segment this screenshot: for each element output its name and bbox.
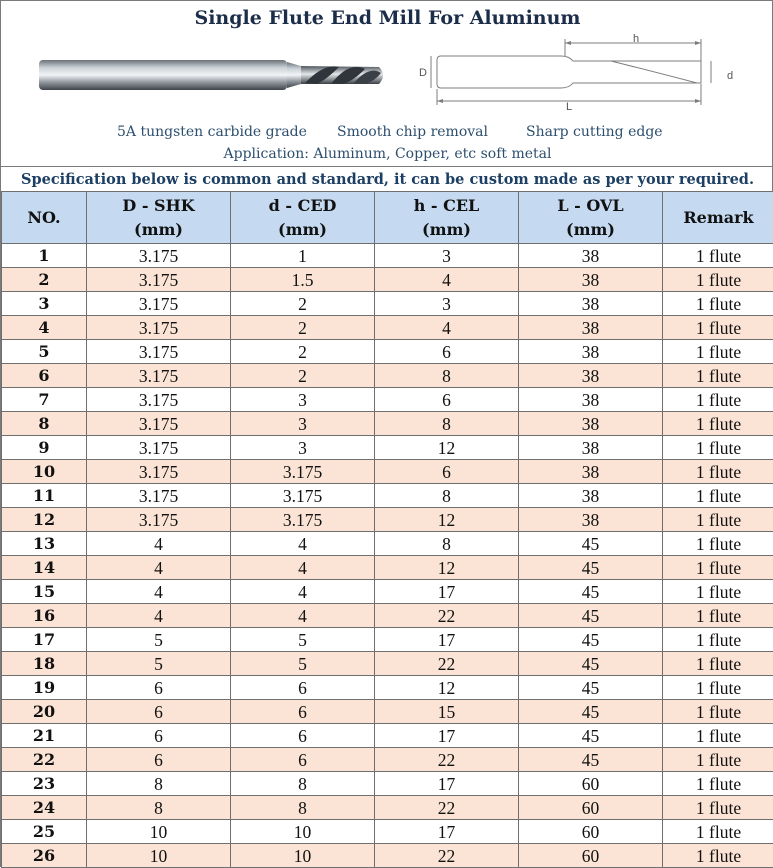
cutting-diameter-cell: 10 <box>231 820 375 844</box>
cutting-diameter-cell: 10 <box>231 844 375 868</box>
row-number: 17 <box>2 628 87 652</box>
cutting-length-cell: 12 <box>375 676 519 700</box>
end-mill-photo <box>39 57 399 93</box>
table-row <box>2 388 773 412</box>
table-row <box>2 724 773 748</box>
row-number: 26 <box>2 844 87 868</box>
spec-table <box>1 191 773 868</box>
table-row <box>2 628 773 652</box>
cutting-length-cell: 17 <box>375 580 519 604</box>
cutting-diameter-cell: 2 <box>231 340 375 364</box>
row-number: 9 <box>2 436 87 460</box>
remark-cell: 1 flute <box>663 724 773 748</box>
table-row <box>2 580 773 604</box>
table-row <box>2 604 773 628</box>
shank-diameter-cell: 6 <box>87 700 231 724</box>
table-row <box>2 316 773 340</box>
cutting-diameter-cell: 6 <box>231 748 375 772</box>
application-text: Application: Aluminum, Copper, etc soft metal <box>1 146 773 162</box>
overall-length-cell: 45 <box>519 628 663 652</box>
overall-length-cell: 38 <box>519 268 663 292</box>
table-row <box>2 292 773 316</box>
cutting-length-cell: 6 <box>375 340 519 364</box>
cutting-diameter-cell: 3.175 <box>231 460 375 484</box>
remark-cell: 1 flute <box>663 820 773 844</box>
table-row <box>2 436 773 460</box>
shank-diameter-cell: 3.175 <box>87 364 231 388</box>
drawing-label-overall-length: L <box>566 101 572 111</box>
overall-length-cell: 38 <box>519 244 663 268</box>
row-number: 19 <box>2 676 87 700</box>
column-header-no: NO. <box>2 192 87 244</box>
page-title: Single Flute End Mill For Aluminum <box>1 7 773 29</box>
cutting-length-cell: 3 <box>375 244 519 268</box>
cutting-diameter-cell: 2 <box>231 292 375 316</box>
overall-length-cell: 38 <box>519 292 663 316</box>
shank-diameter-cell: 4 <box>87 532 231 556</box>
shank-diameter-cell: 3.175 <box>87 412 231 436</box>
overall-length-cell: 45 <box>519 748 663 772</box>
column-header-overall-length: L - OVL (mm) <box>519 192 663 244</box>
cutting-diameter-cell: 6 <box>231 700 375 724</box>
cutting-length-cell: 17 <box>375 772 519 796</box>
cutting-diameter-cell: 1 <box>231 244 375 268</box>
table-row <box>2 652 773 676</box>
shank-diameter-cell: 3.175 <box>87 244 231 268</box>
remark-cell: 1 flute <box>663 748 773 772</box>
remark-cell: 1 flute <box>663 628 773 652</box>
table-row <box>2 556 773 580</box>
shank-diameter-cell: 6 <box>87 724 231 748</box>
cutting-length-cell: 8 <box>375 484 519 508</box>
row-number: 23 <box>2 772 87 796</box>
shank-diameter-cell: 3.175 <box>87 436 231 460</box>
shank-diameter-cell: 6 <box>87 748 231 772</box>
shank-diameter-cell: 4 <box>87 580 231 604</box>
overall-length-cell: 45 <box>519 724 663 748</box>
shank-diameter-cell: 5 <box>87 628 231 652</box>
table-row <box>2 676 773 700</box>
overall-length-cell: 60 <box>519 820 663 844</box>
row-number: 14 <box>2 556 87 580</box>
end-mill-dimension-drawing <box>411 31 751 111</box>
cutting-length-cell: 6 <box>375 460 519 484</box>
drawing-label-shank-diameter: D <box>419 67 427 79</box>
cutting-diameter-cell: 5 <box>231 652 375 676</box>
row-number: 21 <box>2 724 87 748</box>
overall-length-cell: 38 <box>519 388 663 412</box>
remark-cell: 1 flute <box>663 652 773 676</box>
cutting-length-cell: 4 <box>375 268 519 292</box>
row-number: 6 <box>2 364 87 388</box>
shank-diameter-cell: 3.175 <box>87 268 231 292</box>
remark-cell: 1 flute <box>663 244 773 268</box>
cutting-length-cell: 22 <box>375 604 519 628</box>
cutting-length-cell: 4 <box>375 316 519 340</box>
shank-diameter-cell: 10 <box>87 820 231 844</box>
row-number: 16 <box>2 604 87 628</box>
overall-length-cell: 38 <box>519 364 663 388</box>
row-number: 25 <box>2 820 87 844</box>
overall-length-cell: 38 <box>519 340 663 364</box>
remark-cell: 1 flute <box>663 508 773 532</box>
remark-cell: 1 flute <box>663 460 773 484</box>
shank-diameter-cell: 4 <box>87 556 231 580</box>
shank-diameter-cell: 3.175 <box>87 388 231 412</box>
remark-cell: 1 flute <box>663 556 773 580</box>
table-row <box>2 244 773 268</box>
overall-length-cell: 38 <box>519 316 663 340</box>
cutting-length-cell: 3 <box>375 292 519 316</box>
remark-cell: 1 flute <box>663 604 773 628</box>
shank-diameter-cell: 3.175 <box>87 340 231 364</box>
overall-length-cell: 38 <box>519 484 663 508</box>
cutting-diameter-cell: 4 <box>231 532 375 556</box>
shank-diameter-cell: 3.175 <box>87 460 231 484</box>
overall-length-cell: 38 <box>519 412 663 436</box>
cutting-length-cell: 12 <box>375 508 519 532</box>
column-header-cutting-diameter: d - CED (mm) <box>231 192 375 244</box>
spec-table-body <box>2 244 773 868</box>
remark-cell: 1 flute <box>663 484 773 508</box>
table-row <box>2 844 773 868</box>
table-row <box>2 772 773 796</box>
cutting-length-cell: 15 <box>375 700 519 724</box>
cutting-length-cell: 8 <box>375 412 519 436</box>
table-row <box>2 412 773 436</box>
cutting-diameter-cell: 8 <box>231 772 375 796</box>
table-row <box>2 748 773 772</box>
cutting-diameter-cell: 1.5 <box>231 268 375 292</box>
cutting-diameter-cell: 2 <box>231 316 375 340</box>
overall-length-cell: 45 <box>519 604 663 628</box>
cutting-diameter-cell: 4 <box>231 604 375 628</box>
overall-length-cell: 60 <box>519 844 663 868</box>
remark-cell: 1 flute <box>663 676 773 700</box>
remark-cell: 1 flute <box>663 316 773 340</box>
shank-diameter-cell: 4 <box>87 604 231 628</box>
cutting-diameter-cell: 6 <box>231 676 375 700</box>
column-header-shank-diameter: D - SHK (mm) <box>87 192 231 244</box>
cutting-length-cell: 12 <box>375 436 519 460</box>
row-number: 15 <box>2 580 87 604</box>
overall-length-cell: 38 <box>519 436 663 460</box>
row-number: 2 <box>2 268 87 292</box>
table-row <box>2 340 773 364</box>
overall-length-cell: 45 <box>519 676 663 700</box>
cutting-diameter-cell: 2 <box>231 364 375 388</box>
table-row <box>2 508 773 532</box>
overall-length-cell: 45 <box>519 556 663 580</box>
cutting-length-cell: 8 <box>375 364 519 388</box>
overall-length-cell: 38 <box>519 508 663 532</box>
remark-cell: 1 flute <box>663 796 773 820</box>
remark-cell: 1 flute <box>663 580 773 604</box>
row-number: 22 <box>2 748 87 772</box>
shank-diameter-cell: 10 <box>87 844 231 868</box>
row-number: 11 <box>2 484 87 508</box>
cutting-length-cell: 22 <box>375 652 519 676</box>
cutting-diameter-cell: 3.175 <box>231 484 375 508</box>
row-number: 1 <box>2 244 87 268</box>
drawing-label-cutting-diameter: d <box>727 70 733 82</box>
cutting-diameter-cell: 3 <box>231 412 375 436</box>
cutting-diameter-cell: 3 <box>231 436 375 460</box>
table-row <box>2 268 773 292</box>
shank-diameter-cell: 3.175 <box>87 292 231 316</box>
column-header-remark: Remark <box>663 192 773 244</box>
remark-cell: 1 flute <box>663 388 773 412</box>
row-number: 10 <box>2 460 87 484</box>
shank-diameter-cell: 3.175 <box>87 508 231 532</box>
shank-diameter-cell: 8 <box>87 796 231 820</box>
shank-diameter-cell: 3.175 <box>87 316 231 340</box>
cutting-diameter-cell: 6 <box>231 724 375 748</box>
cutting-diameter-cell: 8 <box>231 796 375 820</box>
row-number: 18 <box>2 652 87 676</box>
cutting-diameter-cell: 4 <box>231 580 375 604</box>
remark-cell: 1 flute <box>663 844 773 868</box>
overall-length-cell: 45 <box>519 700 663 724</box>
feature-item: Sharp cutting edge <box>526 124 663 140</box>
column-header-cutting-length: h - CEL (mm) <box>375 192 519 244</box>
table-row <box>2 364 773 388</box>
shank-diameter-cell: 6 <box>87 676 231 700</box>
cutting-diameter-cell: 4 <box>231 556 375 580</box>
cutting-length-cell: 17 <box>375 820 519 844</box>
overall-length-cell: 45 <box>519 532 663 556</box>
overall-length-cell: 38 <box>519 460 663 484</box>
specification-note: Specification below is common and standard, it can be custom made as per your required. <box>1 166 773 191</box>
table-row <box>2 700 773 724</box>
spec-table-header <box>2 192 773 244</box>
row-number: 8 <box>2 412 87 436</box>
remark-cell: 1 flute <box>663 412 773 436</box>
remark-cell: 1 flute <box>663 364 773 388</box>
row-number: 24 <box>2 796 87 820</box>
cutting-length-cell: 17 <box>375 724 519 748</box>
overall-length-cell: 60 <box>519 796 663 820</box>
remark-cell: 1 flute <box>663 700 773 724</box>
table-row <box>2 484 773 508</box>
cutting-length-cell: 12 <box>375 556 519 580</box>
remark-cell: 1 flute <box>663 340 773 364</box>
remark-cell: 1 flute <box>663 772 773 796</box>
row-number: 7 <box>2 388 87 412</box>
cutting-length-cell: 22 <box>375 796 519 820</box>
table-row <box>2 460 773 484</box>
table-row <box>2 820 773 844</box>
overall-length-cell: 45 <box>519 652 663 676</box>
feature-item: Smooth chip removal <box>337 124 488 140</box>
drawing-label-cutting-length: h <box>633 33 639 45</box>
remark-cell: 1 flute <box>663 436 773 460</box>
shank-diameter-cell: 3.175 <box>87 484 231 508</box>
row-number: 3 <box>2 292 87 316</box>
row-number: 13 <box>2 532 87 556</box>
row-number: 5 <box>2 340 87 364</box>
remark-cell: 1 flute <box>663 532 773 556</box>
row-number: 4 <box>2 316 87 340</box>
cutting-diameter-cell: 3 <box>231 388 375 412</box>
table-row <box>2 532 773 556</box>
feature-list <box>1 124 773 144</box>
cutting-length-cell: 22 <box>375 748 519 772</box>
cutting-diameter-cell: 3.175 <box>231 508 375 532</box>
cutting-length-cell: 22 <box>375 844 519 868</box>
row-number: 20 <box>2 700 87 724</box>
table-row <box>2 796 773 820</box>
overall-length-cell: 45 <box>519 580 663 604</box>
shank-diameter-cell: 8 <box>87 772 231 796</box>
remark-cell: 1 flute <box>663 268 773 292</box>
cutting-length-cell: 6 <box>375 388 519 412</box>
remark-cell: 1 flute <box>663 292 773 316</box>
cutting-length-cell: 17 <box>375 628 519 652</box>
shank-diameter-cell: 5 <box>87 652 231 676</box>
cutting-diameter-cell: 5 <box>231 628 375 652</box>
overall-length-cell: 60 <box>519 772 663 796</box>
row-number: 12 <box>2 508 87 532</box>
cutting-length-cell: 8 <box>375 532 519 556</box>
feature-item: 5A tungsten carbide grade <box>117 124 307 140</box>
